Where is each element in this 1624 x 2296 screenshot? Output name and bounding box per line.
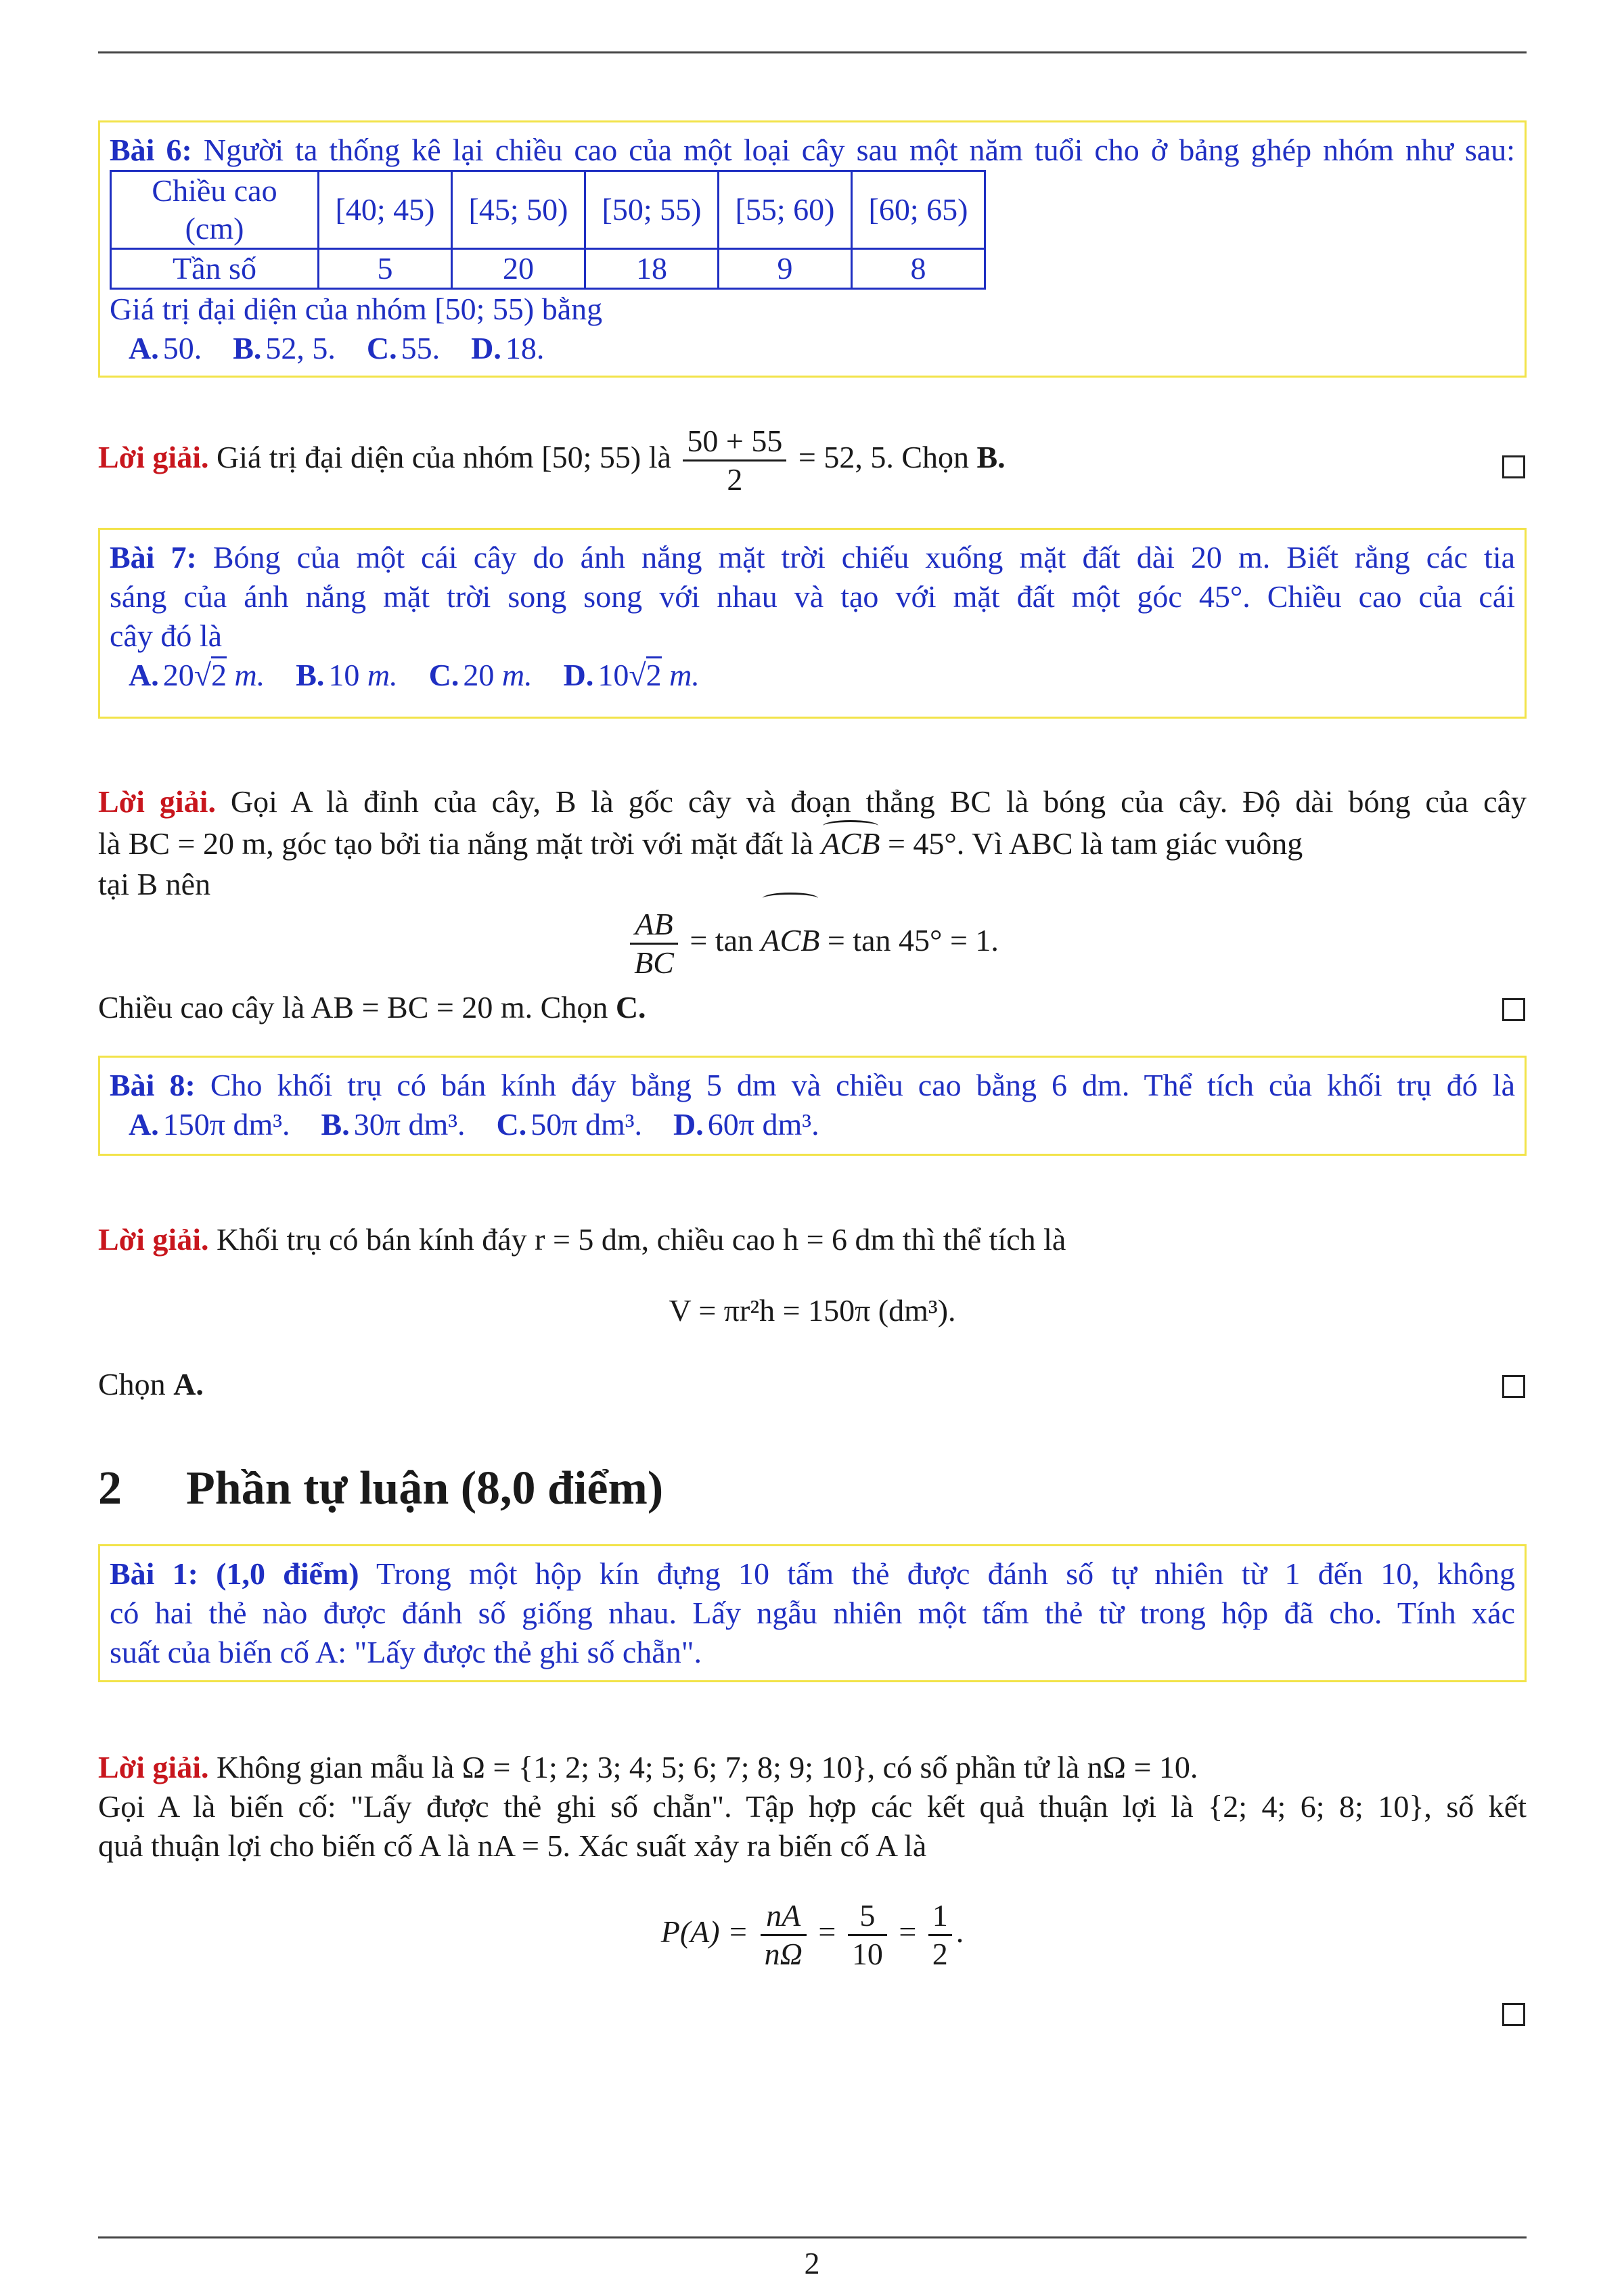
- solution-essay-1-line2: Gọi A là biến cố: "Lấy được thẻ ghi số chẵn". Tập hợp các kết quả thuận lợi là {2; 4; 6; 8; 10}, số kết: [98, 1789, 1527, 1824]
- solution-essay-1-line1: Lời giải. Không gian mẫu là Ω = {1; 2; 3; 4; 5; 6; 7; 8; 9; 10}, có số phần tử là nΩ = 10.: [98, 1750, 1198, 1784]
- table-cell: [50; 55): [585, 171, 719, 249]
- solution-7-choice: C.: [615, 990, 646, 1025]
- option-b: B. 30π dm³.: [321, 1107, 466, 1142]
- top-rule: [98, 51, 1527, 53]
- section-number: 2: [98, 1462, 122, 1514]
- solution-8-line1: Lời giải. Khối trụ có bán kính đáy r = 5 dm, chiều cao h = 6 dm thì thể tích là: [98, 1222, 1066, 1257]
- solution-essay-1-line3: quả thuận lợi cho biến cố A là nA = 5. Xác suất xảy ra biến cố A là: [98, 1828, 927, 1863]
- option-b: B. 10 m.: [296, 658, 398, 692]
- table-cell: [45; 50): [452, 171, 585, 249]
- solution-label: Lời giải.: [98, 1222, 209, 1257]
- solution-label: Lời giải.: [98, 440, 209, 475]
- table-cell: 18: [585, 249, 719, 289]
- solution-label: Lời giải.: [98, 784, 216, 819]
- solution-7-line1: Lời giải. Gọi A là đỉnh của cây, B là gốc cây và đoạn thẳng BC là bóng của cây. Độ dài bóng của cây: [98, 784, 1527, 819]
- section-title: Phần tự luận (8,0 điểm): [186, 1462, 664, 1514]
- solution-7-line3: tại B nên: [98, 867, 211, 901]
- solution-6: Lời giải. Giá trị đại diện của nhóm [50; 55) là $\frac{50 + 55}{2}$ = 52, 5. Chọn B.: [98, 424, 1006, 497]
- qed-square: [1502, 2003, 1525, 2026]
- question-6-options: [110, 329, 1515, 368]
- question-6-prompt: Giá trị đại diện của nhóm [50; 55) bằng: [110, 292, 603, 326]
- fraction: $\frac{AB}{BC}$: [630, 906, 678, 981]
- solution-7-conclusion: Chiều cao cây là AB = BC = 20 m. Chọn C.: [98, 990, 646, 1025]
- table-cell: 20: [452, 249, 585, 289]
- fraction: $\frac{1}{2}$: [928, 1897, 952, 1973]
- option-d: D. 10√2 m.: [563, 658, 700, 692]
- angle-symbol: ACB: [761, 897, 820, 985]
- option-c: C. 20 m.: [428, 658, 533, 692]
- qed-square: [1502, 1375, 1525, 1398]
- table-row: [111, 171, 985, 249]
- question-6-label: Bài 6:: [110, 133, 192, 167]
- question-8-label: Bài 8:: [110, 1068, 196, 1102]
- fraction: $\frac{nA}{n\Omega}$: [761, 1897, 807, 1973]
- solution-label: Lời giải.: [98, 1750, 209, 1784]
- solution-8-choice: A.: [173, 1367, 204, 1401]
- table-cell: [55; 60): [719, 171, 852, 249]
- table-cell: [60; 65): [852, 171, 985, 249]
- table-cell: 9: [719, 249, 852, 289]
- question-6-text: Người ta thống kê lại chiều cao của một loại cây sau một năm tuổi cho ở bảng ghép nhóm như sau:: [203, 133, 1516, 167]
- bottom-rule: [98, 2236, 1527, 2238]
- question-8-box: Bài 8: Cho khối trụ có bán kính đáy bằng 5 dm và chiều cao bằng 6 dm. Thể tích của khối trụ đó là A. 150π dm³. B. 30π dm³. C. 50π dm³. D. 60π dm³.: [98, 1056, 1527, 1156]
- question-7-label: Bài 7:: [110, 540, 197, 575]
- question-6-line1: [110, 131, 1515, 170]
- qed-square: [1502, 998, 1525, 1021]
- option-c: C. 50π dm³.: [496, 1107, 643, 1142]
- question-6-box: [98, 120, 1527, 378]
- page-number: 2: [804, 2246, 820, 2280]
- option-d: D. 18.: [471, 331, 545, 365]
- table-cell: [40; 45): [319, 171, 452, 249]
- frequency-table: [110, 170, 986, 290]
- option-a: A. 150π dm³.: [129, 1107, 290, 1142]
- solution-7-equation: $\frac{AB}{BC}$ = tan ACB = tan 45° = 1.: [98, 897, 1527, 985]
- question-essay-1-box: Bài 1: (1,0 điểm) Trong một hộp kín đựng 10 tấm thẻ được đánh số tự nhiên từ 1 đến 10, không có hai thẻ nào được đánh số giống nhau. Lấy ngẫu nhiên một tấm thẻ từ trong hộp đã cho. Tính xác suất của biến cố A: "Lấy được thẻ ghi số chẵn".: [98, 1544, 1527, 1682]
- fraction: $\frac{50 + 55}{2}$: [683, 423, 786, 498]
- option-c: C. 55.: [366, 331, 441, 365]
- table-cell: 8: [852, 249, 985, 289]
- solution-8-choice-line: Chọn A.: [98, 1367, 204, 1401]
- solution-6-choice: B.: [976, 440, 1006, 475]
- solution-7-line2: là BC = 20 m, góc tạo bởi tia nắng mặt trời với mặt đất là ACB = 45°. Vì ABC là tam giác vuông: [98, 824, 1527, 863]
- section-heading: [98, 1458, 663, 1519]
- solution-6-text: Giá trị đại diện của nhóm [50; 55) là: [217, 440, 671, 475]
- question-essay-1-label: Bài 1: (1,0 điểm): [110, 1556, 359, 1591]
- option-b: B. 52, 5.: [233, 331, 336, 365]
- table-row: [111, 249, 985, 289]
- table-header-cell: Tần số: [111, 249, 319, 289]
- option-a: A. 20√2 m.: [129, 658, 265, 692]
- qed-square: [1502, 455, 1525, 478]
- table-header-cell: Chiều cao (cm): [111, 171, 319, 249]
- question-7-options: [110, 656, 1515, 695]
- angle-symbol: ACB: [821, 824, 880, 863]
- fraction: $\frac{5}{10}$: [848, 1897, 887, 1973]
- option-d: D. 60π dm³.: [673, 1107, 819, 1142]
- probability-equation: P(A) = $\frac{nA}{n\Omega}$ = $\frac{5}{10}$ = $\frac{1}{2}$ .: [660, 1897, 964, 1971]
- solution-8-formula: V = πr²h = 150π (dm³).: [669, 1293, 956, 1328]
- question-8-options: [110, 1105, 1515, 1144]
- table-cell: 5: [319, 249, 452, 289]
- option-a: A. 50.: [129, 331, 202, 365]
- question-7-box: Bài 7: Bóng của một cái cây do ánh nắng mặt trời chiếu xuống mặt đất dài 20 m. Biết rằng các tia sáng của ánh nắng mặt trời song song với nhau và tạo với mặt đất một góc 45°. Chiều cao của cái cây đó là A. 20√2 m. B. 10 m. C. 20 m. D. 10√2 m.: [98, 528, 1527, 719]
